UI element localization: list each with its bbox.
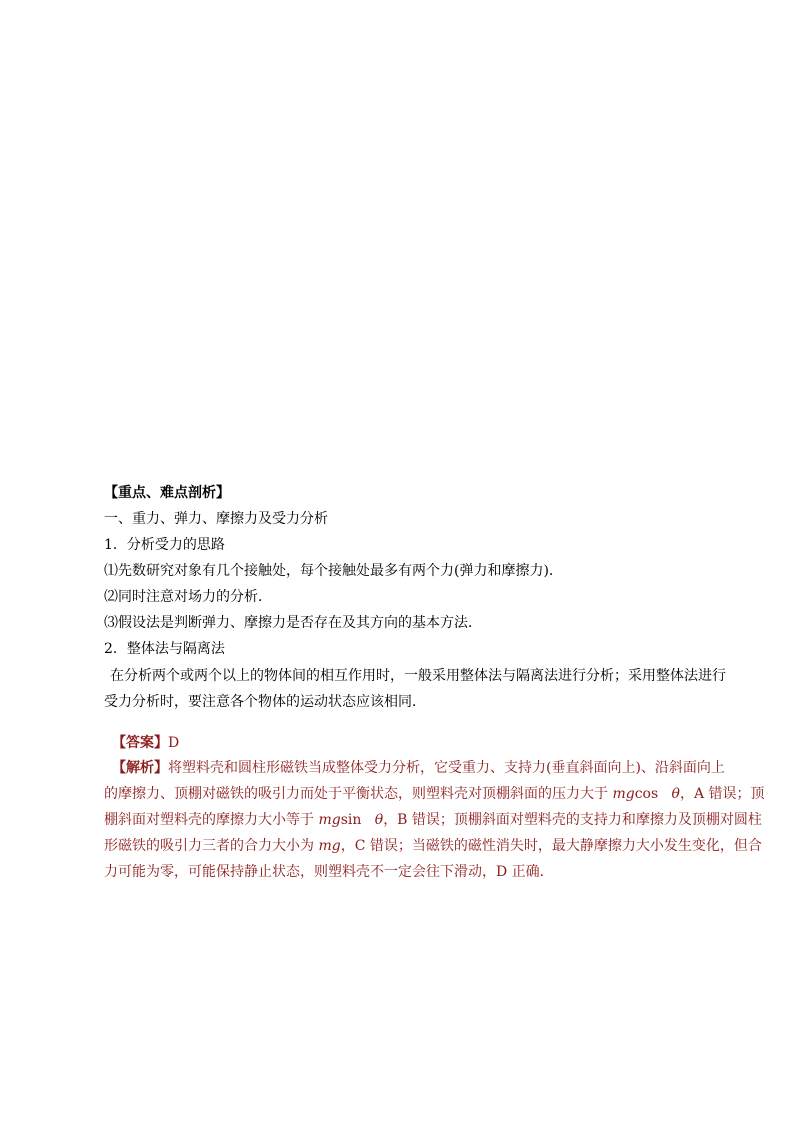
paragraph-line: 在分析两个或两个以上的物体间的相互作用时，一般采用整体法与隔离法进行分析；采用整体法进行 (110, 668, 726, 684)
point-2: ⑵同时注意对场力的分析． (104, 589, 272, 605)
section-title: 一、重力、弹力、摩擦力及受力分析 (104, 511, 328, 527)
analysis-label: 【解析】 (112, 760, 168, 776)
paragraph-line: 受力分析时，要注意各个物体的运动状态应该相同． (104, 694, 426, 710)
analysis-text: 的摩擦力、顶棚对磁铁的吸引力而处于平衡状态，则塑料壳对顶棚斜面的压力大于 (104, 786, 608, 802)
analysis-text: 将塑料壳和圆柱形磁铁当成整体受力分析，它受重力、支持力(垂直斜面向上)、沿斜面向上 (168, 760, 725, 776)
math-function: sin (340, 812, 362, 828)
analysis-text: ，C 错误；当磁铁的磁性消失时，最大静摩擦力大小发生变化，但合 (340, 838, 762, 854)
math-symbol: mg (612, 786, 635, 802)
section-heading: 【重点、难点剖析】 (104, 485, 230, 501)
analysis-line (104, 833, 762, 859)
point-1: ⑴先数研究对象有几个接触处，每个接触处最多有两个力(弹力和摩擦力)． (104, 563, 563, 579)
math-symbol: θ (374, 812, 384, 828)
math-symbol: θ (671, 786, 680, 802)
math-symbol: mg (318, 812, 341, 828)
item-title-1: 1．分析受力的思路 (104, 537, 225, 553)
method-paragraph (104, 663, 736, 715)
math-function: cos (634, 786, 659, 802)
answer-label: 【答案】 (112, 735, 168, 751)
analysis-line (104, 755, 736, 781)
answer-line (112, 733, 179, 753)
analysis-line: 力可能为零，可能保持静止状态，则塑料壳不一定会往下滑动，D 正确． (104, 864, 554, 880)
point-3: ⑶假设法是判断弹力、摩擦力是否存在及其方向的基本方法． (104, 615, 482, 631)
answer-value: D (168, 735, 180, 751)
analysis-line (104, 807, 762, 833)
analysis-line (104, 781, 765, 807)
analysis-text: 棚斜面对塑料壳的摩擦力大小等于 (104, 812, 314, 828)
analysis-text: ，A 错误；顶 (679, 786, 765, 802)
analysis-paragraph (104, 755, 765, 885)
analysis-text: 形磁铁的吸引力三者的合力大小为 (104, 838, 314, 854)
item-title-2: 2．整体法与隔离法 (104, 641, 225, 657)
analysis-text: ，B 错误；顶棚斜面对塑料壳的支持力和摩擦力及顶棚对圆柱 (383, 812, 762, 828)
math-symbol: mg (318, 838, 341, 854)
